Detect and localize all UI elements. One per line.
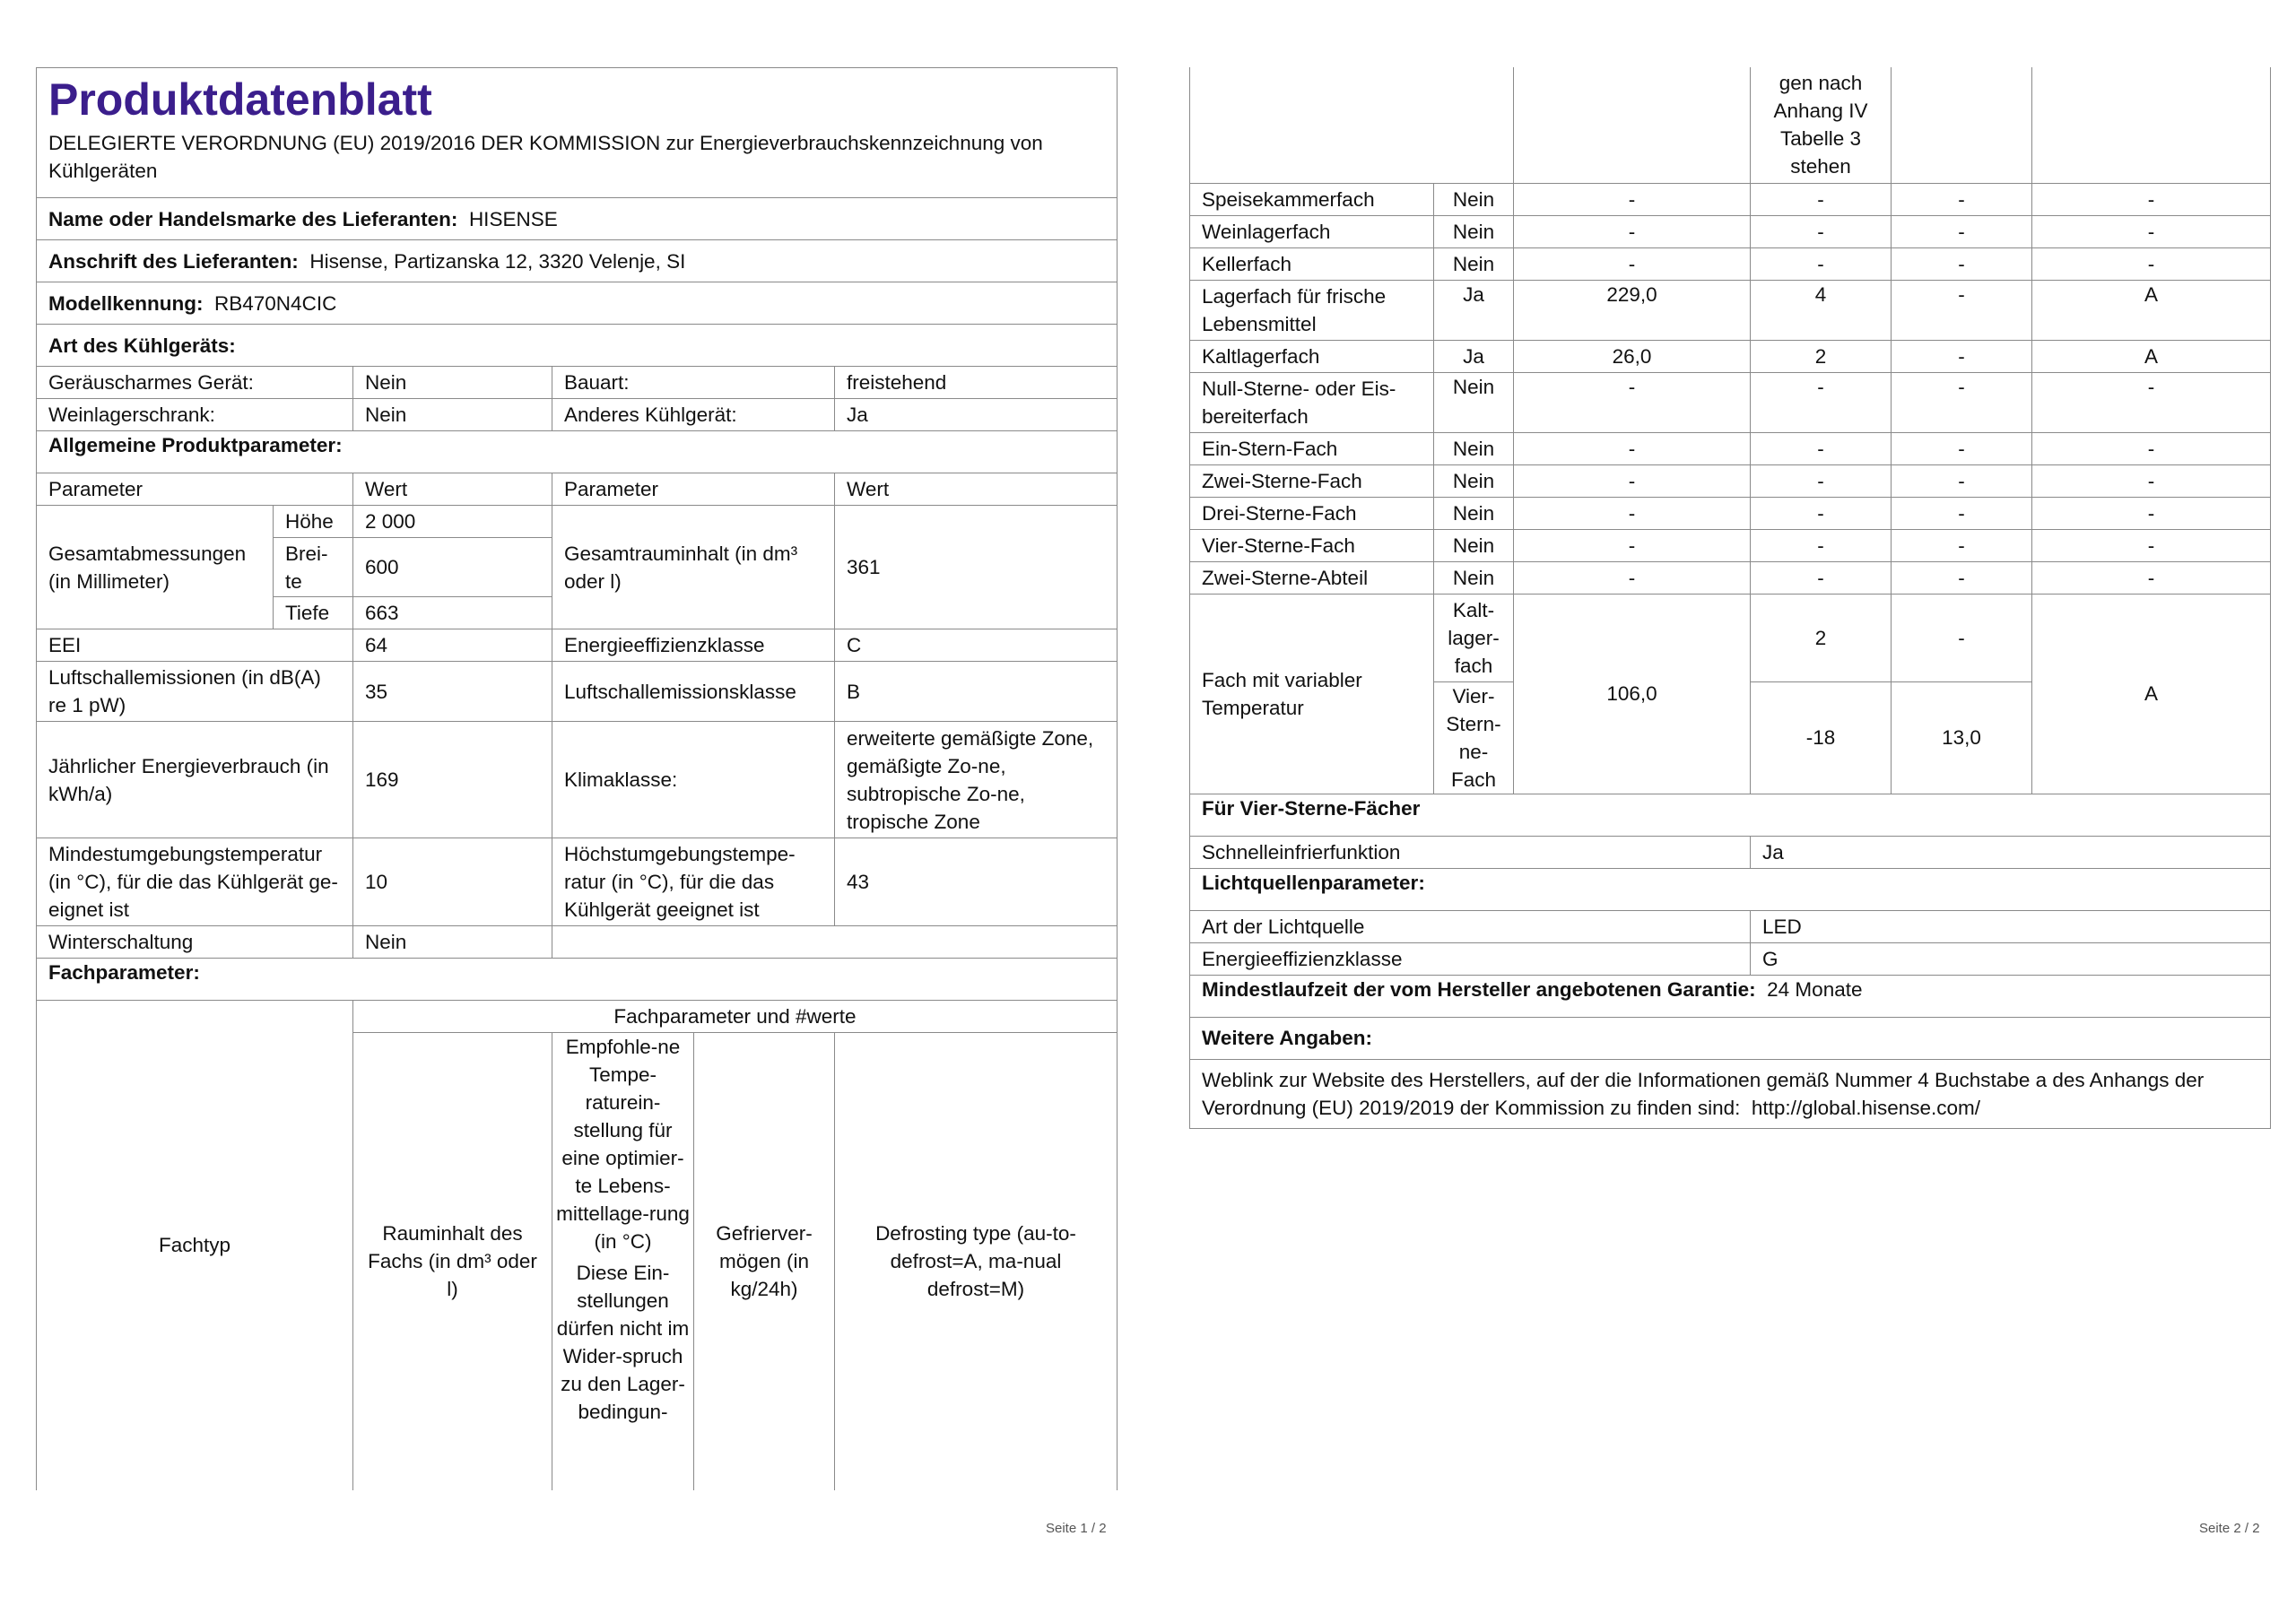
compartment-freeze: - [1892,340,2032,372]
compartment-name: Drei-Sterne-Fach [1190,497,1434,529]
supplier-value: HISENSE [468,207,558,230]
compartment-present: Nein [1434,372,1514,432]
defrost-header: Defrosting type (au-to-defrost=A, ma-nual defrost=M) [835,1033,1118,1490]
general-value: 169 [353,722,552,838]
compartment-defrost: A [2032,340,2271,372]
type-param: Bauart: [552,367,835,399]
general-value: B [835,662,1118,722]
address-label: Anschrift des Lieferanten: [48,249,299,273]
type-heading: Art des Kühlgeräts: [37,325,1118,367]
compartment-freeze: - [1892,529,2032,561]
type-value: Nein [353,367,552,399]
compartment-volume: - [1514,183,1751,215]
compartment-defrost: A [2032,280,2271,340]
header-parameter: Parameter [552,473,835,506]
general-header-row [37,473,1118,506]
height-value: 2 000 [353,506,552,538]
compartment-freeze: - [1892,497,2032,529]
compartment-defrost: - [2032,432,2271,464]
further-heading: Weitere Angaben: [1190,1017,2271,1059]
general-row [37,838,1118,926]
general-param: Höchstumgebungstempe-ratur (in °C), für die das Kühlgerät geeignet ist [552,838,835,926]
compartment-temp: - [1751,372,1892,432]
compartment-present: Nein [1434,561,1514,594]
variable-volume: 106,0 [1514,594,1751,794]
fachtyp-header: Fachtyp [37,1001,353,1490]
empty-cell [2032,67,2271,183]
compartment-freeze: - [1892,432,2032,464]
compartment-present: Nein [1434,215,1514,247]
compartment-temp: - [1751,529,1892,561]
model-label: Modellkennung: [48,291,204,315]
variable-sub-fourstar: Vier-Stern-ne-Fach [1434,681,1514,794]
light-class-label: Energieeffizienzklasse [1190,942,1751,975]
width-value: 600 [353,538,552,597]
depth-value: 663 [353,597,552,629]
general-param: Jährlicher Energieverbrauch (in kWh/a) [37,722,353,838]
type-param: Weinlagerschrank: [37,399,353,431]
warranty-label: Mindestlaufzeit der vom Hersteller angebotenen Garantie: [1202,977,1756,1001]
general-param: Energieeffizienzklasse [552,629,835,662]
general-value: 35 [353,662,552,722]
variable-sub-cold: Kalt-lager-fach [1434,594,1514,681]
type-param: Anderes Kühlgerät: [552,399,835,431]
compartment-defrost: - [2032,497,2271,529]
empty-cell [1514,67,1751,183]
compartment-name: Ein-Stern-Fach [1190,432,1434,464]
compartment-freeze: - [1892,183,2032,215]
dimensions-label: Gesamtabmessungen (in Millimeter) [37,506,274,629]
general-row [37,662,1118,722]
compartment-freeze: - [1892,561,2032,594]
datasheet-table-page-1 [36,67,1118,1490]
general-value: 43 [835,838,1118,926]
volume-value: 361 [835,506,1118,629]
light-class-value: G [1751,942,2271,975]
compartment-row [1190,561,2271,594]
compartment-row [1190,432,2271,464]
general-value: C [835,629,1118,662]
general-param: Luftschallemissionen (in dB(A) re 1 pW) [37,662,353,722]
light-type-label: Art der Lichtquelle [1190,910,1751,942]
general-value: 10 [353,838,552,926]
variable-temp-cold: 2 [1751,594,1892,681]
general-value: 64 [353,629,552,662]
compartment-temp: - [1751,215,1892,247]
general-param: Klimaklasse: [552,722,835,838]
compartment-temp: - [1751,432,1892,464]
compartment-temp: - [1751,464,1892,497]
volume-label: Gesamtrauminhalt (in dm³ oder l) [552,506,835,629]
header-parameter: Parameter [37,473,353,506]
temp-header-part-a: Empfohle-ne Tempe-raturein-stellung für eine optimier-te Lebens-mittellage-rung (in °C) [556,1036,690,1253]
quick-freeze-label: Schnelleinfrierfunktion [1190,836,1751,868]
compartment-present: Nein [1434,432,1514,464]
type-param: Geräuscharmes Gerät: [37,367,353,399]
continued-header-row [1190,67,2271,183]
type-row [37,367,1118,399]
quick-freeze-value: Ja [1751,836,2271,868]
compartment-present: Nein [1434,464,1514,497]
general-param: Mindestumgebungstemperatur (in °C), für die das Kühlgerät ge-eignet ist [37,838,353,926]
variable-temp-fourstar: -18 [1751,681,1892,794]
compartment-freeze: - [1892,215,2032,247]
compartment-defrost: - [2032,183,2271,215]
compartment-row [1190,372,2271,432]
general-param: Luftschallemissionsklasse [552,662,835,722]
compartment-freeze: - [1892,464,2032,497]
height-label: Höhe [274,506,353,538]
empty-cell [552,926,1118,959]
compartment-defrost: - [2032,464,2271,497]
temp-header-part-b: Diese Ein-stellungen dürfen nicht im Wider-spruch zu den Lager-bedingun- [556,1262,690,1423]
compartment-volume: - [1514,247,1751,280]
light-heading: Lichtquellenparameter: [1190,868,2271,910]
compartment-volume: 26,0 [1514,340,1751,372]
temp-header-part-c: gen nach Anhang IV Tabelle 3 stehen [1751,67,1892,183]
page-1 [36,67,1117,1490]
compartment-present: Nein [1434,183,1514,215]
compartment-name: Null-Sterne- oder Eis-bereiterfach [1190,372,1434,432]
compartment-volume: - [1514,561,1751,594]
weblink-text: Weblink zur Website des Herstellers, auf der die Informationen gemäß Nummer 4 Buchstabe a des Anhangs der Verordnung (EU) 2019/2019 der Kommission zu finden sind: [1202,1068,2205,1119]
header-wert: Wert [353,473,552,506]
weblink-url[interactable]: http://global.hisense.com/ [1751,1096,1981,1119]
volume-header: Rauminhalt des Fachs (in dm³ oder l) [353,1033,552,1490]
general-row [37,722,1118,838]
width-label: Brei-te [274,538,353,597]
type-value: Ja [835,399,1118,431]
general-value: erweiterte gemäßigte Zone, gemäßigte Zo-ne, subtropische Zo-ne, tropische Zone [835,722,1118,838]
compartment-temp: 4 [1751,280,1892,340]
compartment-temp: - [1751,561,1892,594]
compartment-present: Ja [1434,340,1514,372]
address-value: Hisense, Partizanska 12, 3320 Velenje, SI [309,249,686,273]
winter-label: Winterschaltung [37,926,353,959]
regulation-subtitle: DELEGIERTE VERORDNUNG (EU) 2019/2016 DER KOMMISSION zur Energieverbrauchskennzeichnung von Kühlgeräten [48,132,1043,182]
compartment-row [1190,497,2271,529]
compartment-freeze: - [1892,247,2032,280]
compartment-volume: - [1514,432,1751,464]
winter-value: Nein [353,926,552,959]
type-value: freistehend [835,367,1118,399]
datasheet-table-page-2 [1189,67,2271,1129]
supplier-label: Name oder Handelsmarke des Lieferanten: [48,207,458,230]
compartment-freeze: - [1892,372,2032,432]
compartment-present: Nein [1434,247,1514,280]
compartment-defrost: - [2032,561,2271,594]
general-row [37,629,1118,662]
type-row [37,399,1118,431]
general-param: EEI [37,629,353,662]
freeze-header: Gefrierver-mögen (in kg/24h) [694,1033,835,1490]
compartment-name: Weinlagerfach [1190,215,1434,247]
compartment-name: Lagerfach für frische Lebensmittel [1190,280,1434,340]
page-number-2: Seite 2 / 2 [2199,1521,2260,1536]
fach-heading: Fachparameter: [37,959,1118,1001]
compartment-present: Nein [1434,497,1514,529]
compartment-row [1190,247,2271,280]
compartment-name: Speisekammerfach [1190,183,1434,215]
compartment-defrost: - [2032,529,2271,561]
page-title: Produktdatenblatt [48,74,432,125]
variable-compartment-name: Fach mit variabler Temperatur [1190,594,1434,794]
compartment-row [1190,280,2271,340]
compartment-present: Nein [1434,529,1514,561]
compartment-name: Zwei-Sterne-Fach [1190,464,1434,497]
depth-label: Tiefe [274,597,353,629]
header-wert: Wert [835,473,1118,506]
compartment-temp: - [1751,497,1892,529]
compartment-temp: - [1751,183,1892,215]
four-star-heading: Für Vier-Sterne-Fächer [1190,794,2271,836]
compartment-temp: 2 [1751,340,1892,372]
compartment-volume: 229,0 [1514,280,1751,340]
light-type-value: LED [1751,910,2271,942]
compartment-volume: - [1514,372,1751,432]
compartment-name: Zwei-Sterne-Abteil [1190,561,1434,594]
compartment-volume: - [1514,464,1751,497]
compartment-volume: - [1514,529,1751,561]
compartment-row [1190,529,2271,561]
type-value: Nein [353,399,552,431]
variable-defrost: A [2032,594,2271,794]
model-value: RB470N4CIC [214,291,337,315]
compartment-name: Kaltlagerfach [1190,340,1434,372]
compartment-temp: - [1751,247,1892,280]
compartment-defrost: - [2032,372,2271,432]
compartment-name: Vier-Sterne-Fach [1190,529,1434,561]
fach-group-header: Fachparameter und #werte [353,1001,1118,1033]
compartment-present: Ja [1434,280,1514,340]
compartment-volume: - [1514,497,1751,529]
compartment-row [1190,464,2271,497]
page-2 [1189,67,2270,1129]
variable-freeze-fourstar: 13,0 [1892,681,2032,794]
compartment-row [1190,340,2271,372]
compartment-row [1190,215,2271,247]
empty-cell [1190,67,1514,183]
warranty-value: 24 Monate [1767,977,1863,1001]
compartment-name: Kellerfach [1190,247,1434,280]
variable-freeze-cold: - [1892,594,2032,681]
page-number-1: Seite 1 / 2 [1046,1521,1107,1536]
compartment-row [1190,183,2271,215]
empty-cell [1892,67,2032,183]
compartment-defrost: - [2032,247,2271,280]
compartment-volume: - [1514,215,1751,247]
compartment-defrost: - [2032,215,2271,247]
general-heading: Allgemeine Produktparameter: [37,431,1118,473]
compartment-freeze: - [1892,280,2032,340]
